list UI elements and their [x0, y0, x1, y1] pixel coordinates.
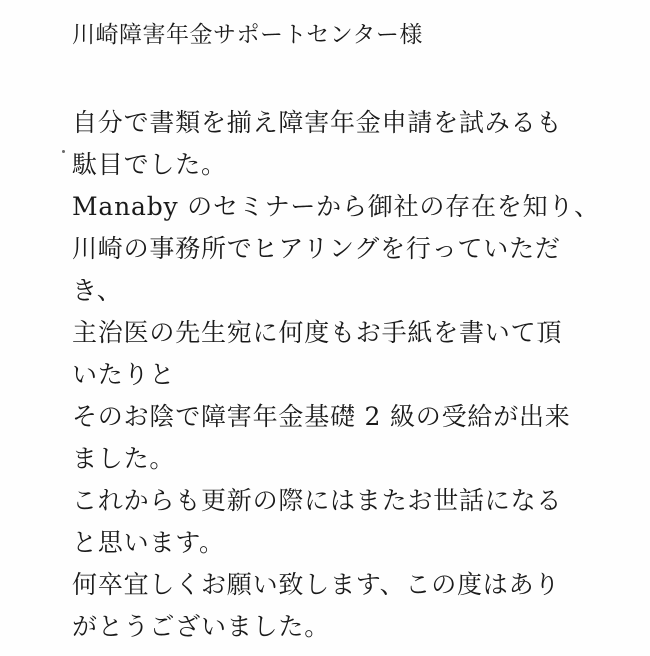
letter-body — [72, 102, 632, 648]
salutation: 川崎障害年金サポートセンター様 — [72, 22, 423, 48]
body-line: ました。 — [72, 444, 176, 473]
body-line: き、 — [72, 276, 123, 305]
body-line: と思います。 — [72, 528, 225, 557]
body-line: 駄目でした。 — [72, 150, 227, 179]
scan-speck — [62, 150, 65, 153]
body-line: 何卒宜しくお願い致します、この度はあり — [72, 570, 561, 599]
body-line: 主治医の先生宛に何度もお手紙を書いて頂 — [72, 318, 563, 347]
body-line: Manaby のセミナーから御社の存在を知り、 — [72, 192, 600, 221]
body-line: いたりと — [72, 360, 176, 389]
body-line: これからも更新の際にはまたお世話になる — [72, 486, 563, 515]
body-line: 自分で書類を揃え障害年金申請を試みるも — [72, 108, 563, 137]
body-line: そのお陰で障害年金基礎 2 級の受給が出来 — [72, 402, 571, 431]
body-line: がとうございました。 — [72, 612, 331, 641]
body-line: 川崎の事務所でヒアリングを行っていただ — [72, 234, 561, 263]
